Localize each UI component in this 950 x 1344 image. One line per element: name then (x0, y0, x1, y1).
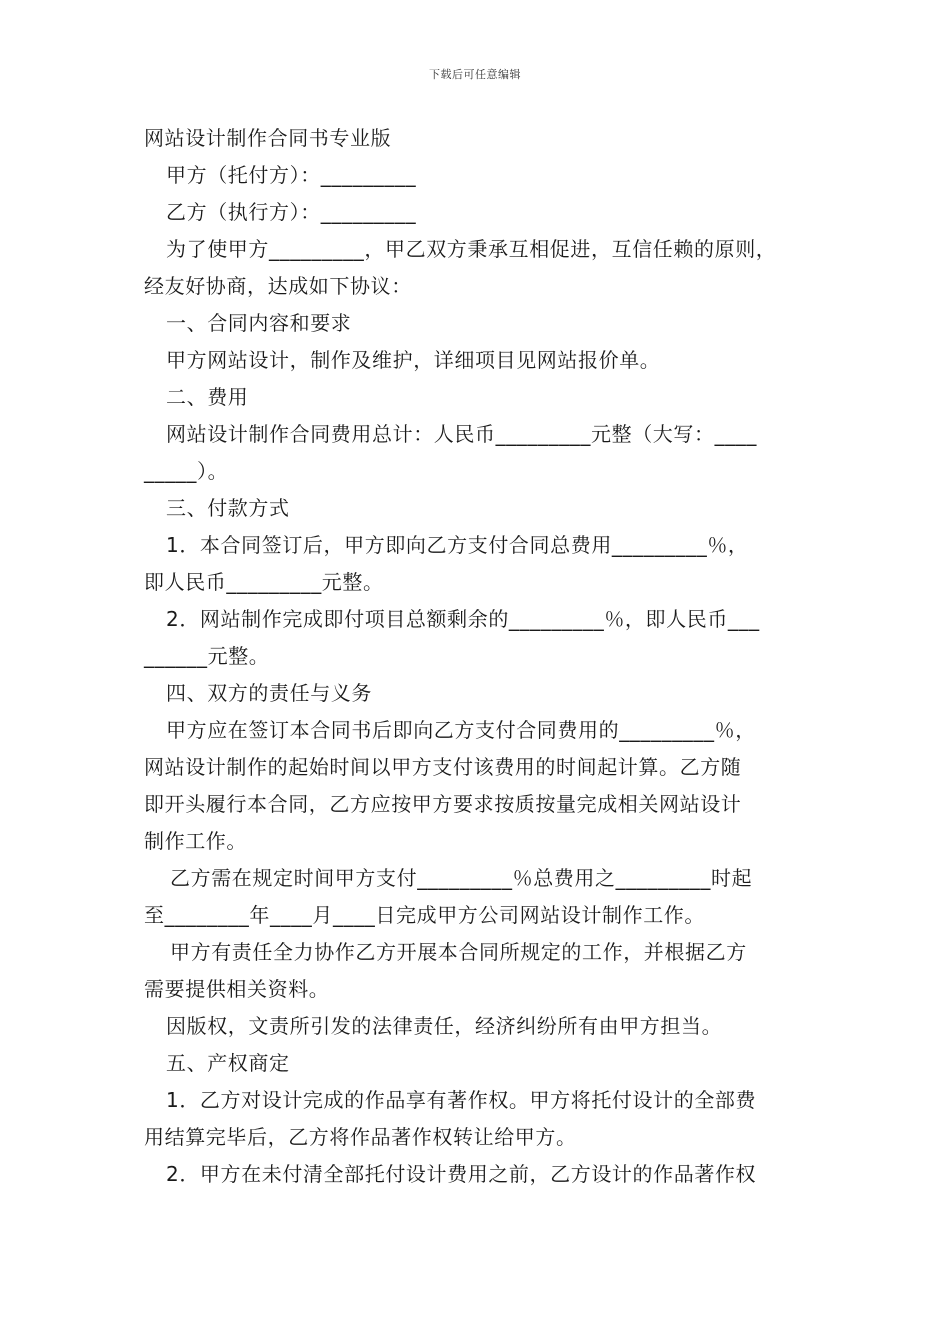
duty-paragraph-1: 甲方应在签订本合同书后即向乙方支付合同费用的_________％， (166, 718, 756, 742)
duty-paragraph-2: 乙方需在规定时间甲方支付_________％总费用之_________时起 (170, 866, 753, 890)
ip-clause-1-cont: 用结算完毕后，乙方将作品著作权转让给甲方。 (144, 1125, 577, 1149)
payment-clause-1-cont: 即人民币_________元整。 (144, 570, 384, 594)
payment-clause-2-cont: ______元整。 (144, 644, 270, 668)
duty-paragraph-4: 因版权，文责所引发的法律责任，经济纠纷所有由甲方担当。 (166, 1014, 723, 1038)
preamble-line: 为了使甲方_________，甲乙双方秉承互相促进，互信任赖的原则， (166, 237, 777, 261)
duty-paragraph-2-cont: 至________年____月____日完成甲方公司网站设计制作工作。 (144, 903, 705, 927)
section-1-text: 甲方网站设计，制作及维护，详细项目见网站报价单。 (166, 348, 661, 372)
section-heading-3: 三、付款方式 (166, 496, 290, 520)
section-heading-2: 二、费用 (166, 385, 249, 409)
document-title: 网站设计制作合同书专业版 (144, 126, 392, 150)
duty-paragraph-1-cont: 制作工作。 (144, 829, 247, 853)
section-heading-5: 五、产权商定 (166, 1051, 290, 1075)
party-a-line: 甲方（托付方）：_________ (166, 163, 417, 187)
duty-paragraph-1-cont: 即开头履行本合同，乙方应按甲方要求按质按量完成相关网站设计 (144, 792, 742, 816)
ip-clause-2: 2．甲方在未付清全部托付设计费用之前，乙方设计的作品著作权 (166, 1162, 757, 1186)
contract-body (144, 120, 824, 1193)
section-2-text-cont: _____）。 (144, 459, 229, 483)
duty-paragraph-3-cont: 需要提供相关资料。 (144, 977, 330, 1001)
preamble-line-cont: 经友好协商，达成如下协议： (144, 274, 412, 298)
section-heading-4: 四、双方的责任与义务 (166, 681, 372, 705)
duty-paragraph-1-cont: 网站设计制作的起始时间以甲方支付该费用的时间起计算。乙方随 (144, 755, 742, 779)
duty-paragraph-3: 甲方有责任全力协作乙方开展本合同所规定的工作，并根据乙方 (170, 940, 747, 964)
ip-clause-1: 1．乙方对设计完成的作品享有著作权。甲方将托付设计的全部费 (166, 1088, 757, 1112)
page-header-note: 下载后可任意编辑 (429, 68, 521, 81)
payment-clause-2: 2．网站制作完成即付项目总额剩余的_________％，即人民币___ (166, 607, 760, 631)
party-b-line: 乙方（执行方）：_________ (166, 200, 417, 224)
payment-clause-1: 1．本合同签订后，甲方即向乙方支付合同总费用_________％， (166, 533, 749, 557)
section-heading-1: 一、合同内容和要求 (166, 311, 352, 335)
section-2-text: 网站设计制作合同费用总计：人民币_________元整（大写：____ (166, 422, 757, 446)
